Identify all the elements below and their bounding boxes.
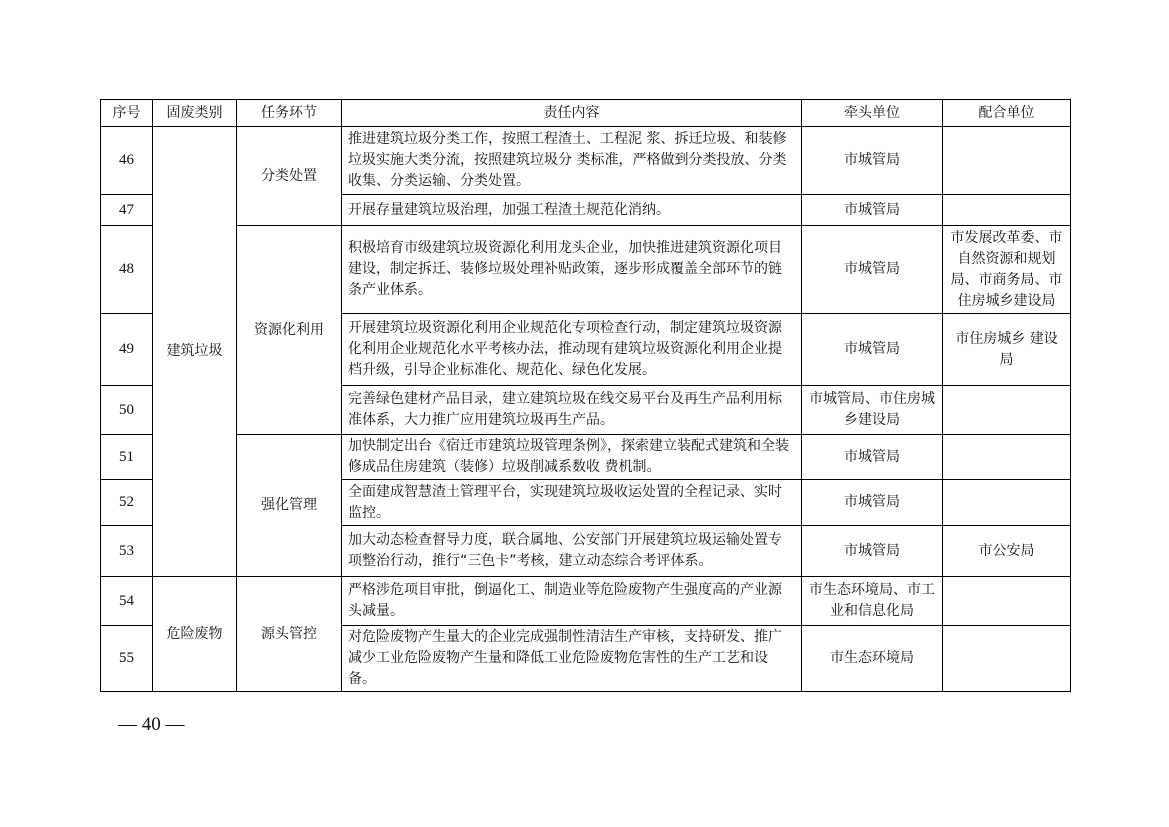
header-seq: 序号	[101, 100, 153, 127]
row-content: 严格涉危项目审批，倒逼化工、制造业等危险废物产生强度高的产业源头减量。	[342, 577, 802, 626]
row-coop-unit: 市公安局	[943, 526, 1071, 577]
row-lead-unit: 市城管局	[802, 127, 943, 195]
row-lead-unit: 市生态环境局	[802, 626, 943, 692]
row-coop-unit	[943, 577, 1071, 626]
row-seq: 48	[101, 226, 153, 314]
stage-cell: 分类处置	[237, 127, 342, 226]
row-lead-unit: 市城管局	[802, 480, 943, 526]
row-coop-unit: 市住房城乡 建设局	[943, 314, 1071, 386]
row-lead-unit: 市城管局	[802, 435, 943, 480]
table-row	[101, 226, 1071, 314]
row-seq: 52	[101, 480, 153, 526]
row-seq: 54	[101, 577, 153, 626]
row-lead-unit: 市城管局	[802, 226, 943, 314]
row-content: 对危险废物产生量大的企业完成强制性清洁生产审核，支持研发、推广减少工业危险废物产生量和降低工业危险废物危害性的生产工艺和设备。	[342, 626, 802, 692]
row-content: 加快制定出台《宿迁市建筑垃圾管理条例》，探索建立装配式建筑和全装修成品住房建筑（装修）垃圾削减系数收 费机制。	[342, 435, 802, 480]
row-coop-unit	[943, 386, 1071, 435]
header-lead-unit: 牵头单位	[802, 100, 943, 127]
row-seq: 46	[101, 127, 153, 195]
row-lead-unit: 市城管局	[802, 526, 943, 577]
header-coop-unit: 配合单位	[943, 100, 1071, 127]
row-content: 加大动态检查督导力度，联合属地、公安部门开展建筑垃圾运输处置专项整治行动，推行“三色卡”考核，建立动态综合考评体系。	[342, 526, 802, 577]
stage-cell: 强化管理	[237, 435, 342, 577]
row-coop-unit: 市发展改革委、市自然资源和规划局、市商务局、市住房城乡建设局	[943, 226, 1071, 314]
row-coop-unit	[943, 480, 1071, 526]
row-lead-unit: 市城管局	[802, 195, 943, 226]
row-coop-unit	[943, 626, 1071, 692]
row-seq: 53	[101, 526, 153, 577]
header-stage: 任务环节	[237, 100, 342, 127]
row-content: 完善绿色建材产品目录，建立建筑垃圾在线交易平台及再生产品利用标准体系，大力推广应用建筑垃圾再生产品。	[342, 386, 802, 435]
stage-cell: 源头管控	[237, 577, 342, 692]
row-content: 开展建筑垃圾资源化利用企业规范化专项检查行动，制定建筑垃圾资源化利用企业规范化水平考核办法，推动现有建筑垃圾资源化利用企业提档升级，引导企业标准化、规范化、绿色化发展。	[342, 314, 802, 386]
row-lead-unit: 市生态环境局、市工业和信息化局	[802, 577, 943, 626]
table-row	[101, 577, 1071, 626]
row-content: 推进建筑垃圾分类工作，按照工程渣土、工程泥 浆、拆迁垃圾、和装修垃圾实施大类分流，按照建筑垃圾分 类标准，严格做到分类投放、分类收集、分类运输、分类处置。	[342, 127, 802, 195]
row-lead-unit: 市城管局	[802, 314, 943, 386]
row-seq: 55	[101, 626, 153, 692]
row-coop-unit	[943, 195, 1071, 226]
category-cell: 危险废物	[153, 577, 237, 692]
row-seq: 47	[101, 195, 153, 226]
row-content: 全面建成智慧渣土管理平台，实现建筑垃圾收运处置的全程记录、实时监控。	[342, 480, 802, 526]
header-category: 固废类别	[153, 100, 237, 127]
stage-cell: 资源化利用	[237, 226, 342, 435]
row-content: 积极培育市级建筑垃圾资源化利用龙头企业，加快推进建筑资源化项目建设，制定拆迁、装修垃圾处理补贴政策，逐步形成覆盖全部环节的链条产业体系。	[342, 226, 802, 314]
row-coop-unit	[943, 435, 1071, 480]
responsibility-table	[100, 99, 1071, 692]
row-content: 开展存量建筑垃圾治理，加强工程渣土规范化消纳。	[342, 195, 802, 226]
table-row	[101, 435, 1071, 480]
row-seq: 50	[101, 386, 153, 435]
table-header-row	[101, 100, 1071, 127]
row-seq: 51	[101, 435, 153, 480]
category-cell: 建筑垃圾	[153, 127, 237, 577]
row-lead-unit: 市城管局、市住房城乡建设局	[802, 386, 943, 435]
table-row	[101, 127, 1071, 195]
page-number: — 40 —	[118, 714, 185, 735]
header-content: 责任内容	[342, 100, 802, 127]
row-seq: 49	[101, 314, 153, 386]
row-coop-unit	[943, 127, 1071, 195]
